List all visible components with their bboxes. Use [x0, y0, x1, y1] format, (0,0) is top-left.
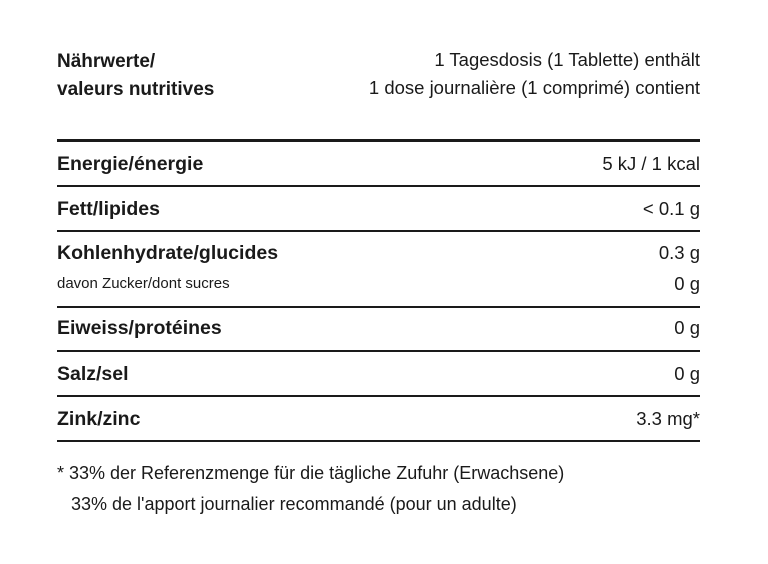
nutrient-value: 0 g — [674, 273, 700, 294]
nutrient-value: 5 kJ / 1 kcal — [602, 153, 700, 174]
nutrient-row-sugars — [57, 271, 700, 297]
header-title-fr: valeurs nutritives — [57, 79, 215, 100]
nutrient-value: 0 g — [674, 363, 700, 384]
nutrient-name: Zink/zinc — [57, 408, 141, 430]
footnote — [57, 458, 564, 520]
row-divider — [57, 185, 700, 187]
header-serving-de: 1 Tagesdosis (1 Tablette) enthält — [434, 49, 700, 70]
row-divider — [57, 395, 700, 397]
nutrient-name: Fett/lipides — [57, 198, 160, 220]
nutrient-name: Salz/sel — [57, 363, 129, 385]
nutrient-value: 0 g — [674, 317, 700, 338]
nutrition-facts-panel — [57, 0, 700, 564]
footnote-de: * 33% der Referenzmenge für die tägliche Zufuhr (Erwachsene) — [57, 463, 565, 483]
nutrition-header — [57, 46, 700, 106]
row-divider — [57, 440, 700, 442]
nutrient-row-fat — [57, 196, 700, 222]
footnote-fr: 33% de l'apport journalier recommandé (pour un adulte) — [71, 494, 517, 514]
header-title-de: Nährwerte/ — [57, 51, 156, 72]
nutrient-row-salt — [57, 361, 700, 387]
nutrient-value: 3.3 mg* — [636, 408, 700, 429]
header-serving-fr: 1 dose journalière (1 comprimé) contient — [368, 77, 700, 98]
nutrient-name: Energie/énergie — [57, 153, 204, 175]
nutrient-row-zinc — [57, 406, 700, 432]
row-divider — [57, 306, 700, 308]
row-divider — [57, 350, 700, 352]
nutrient-row-protein — [57, 315, 700, 341]
row-divider — [57, 230, 700, 232]
nutrient-row-energy — [57, 151, 700, 177]
header-title — [57, 48, 214, 104]
nutrient-value: < 0.1 g — [642, 198, 700, 219]
nutrient-name: Kohlenhydrate/glucides — [57, 242, 279, 264]
nutrient-value: 0.3 g — [658, 242, 700, 263]
nutrient-name: Eiweiss/protéines — [57, 317, 222, 339]
nutrient-name: davon Zucker/dont sucres — [57, 275, 230, 292]
header-divider — [57, 139, 700, 142]
nutrient-row-carbohydrates — [57, 240, 700, 266]
header-serving — [369, 46, 700, 102]
